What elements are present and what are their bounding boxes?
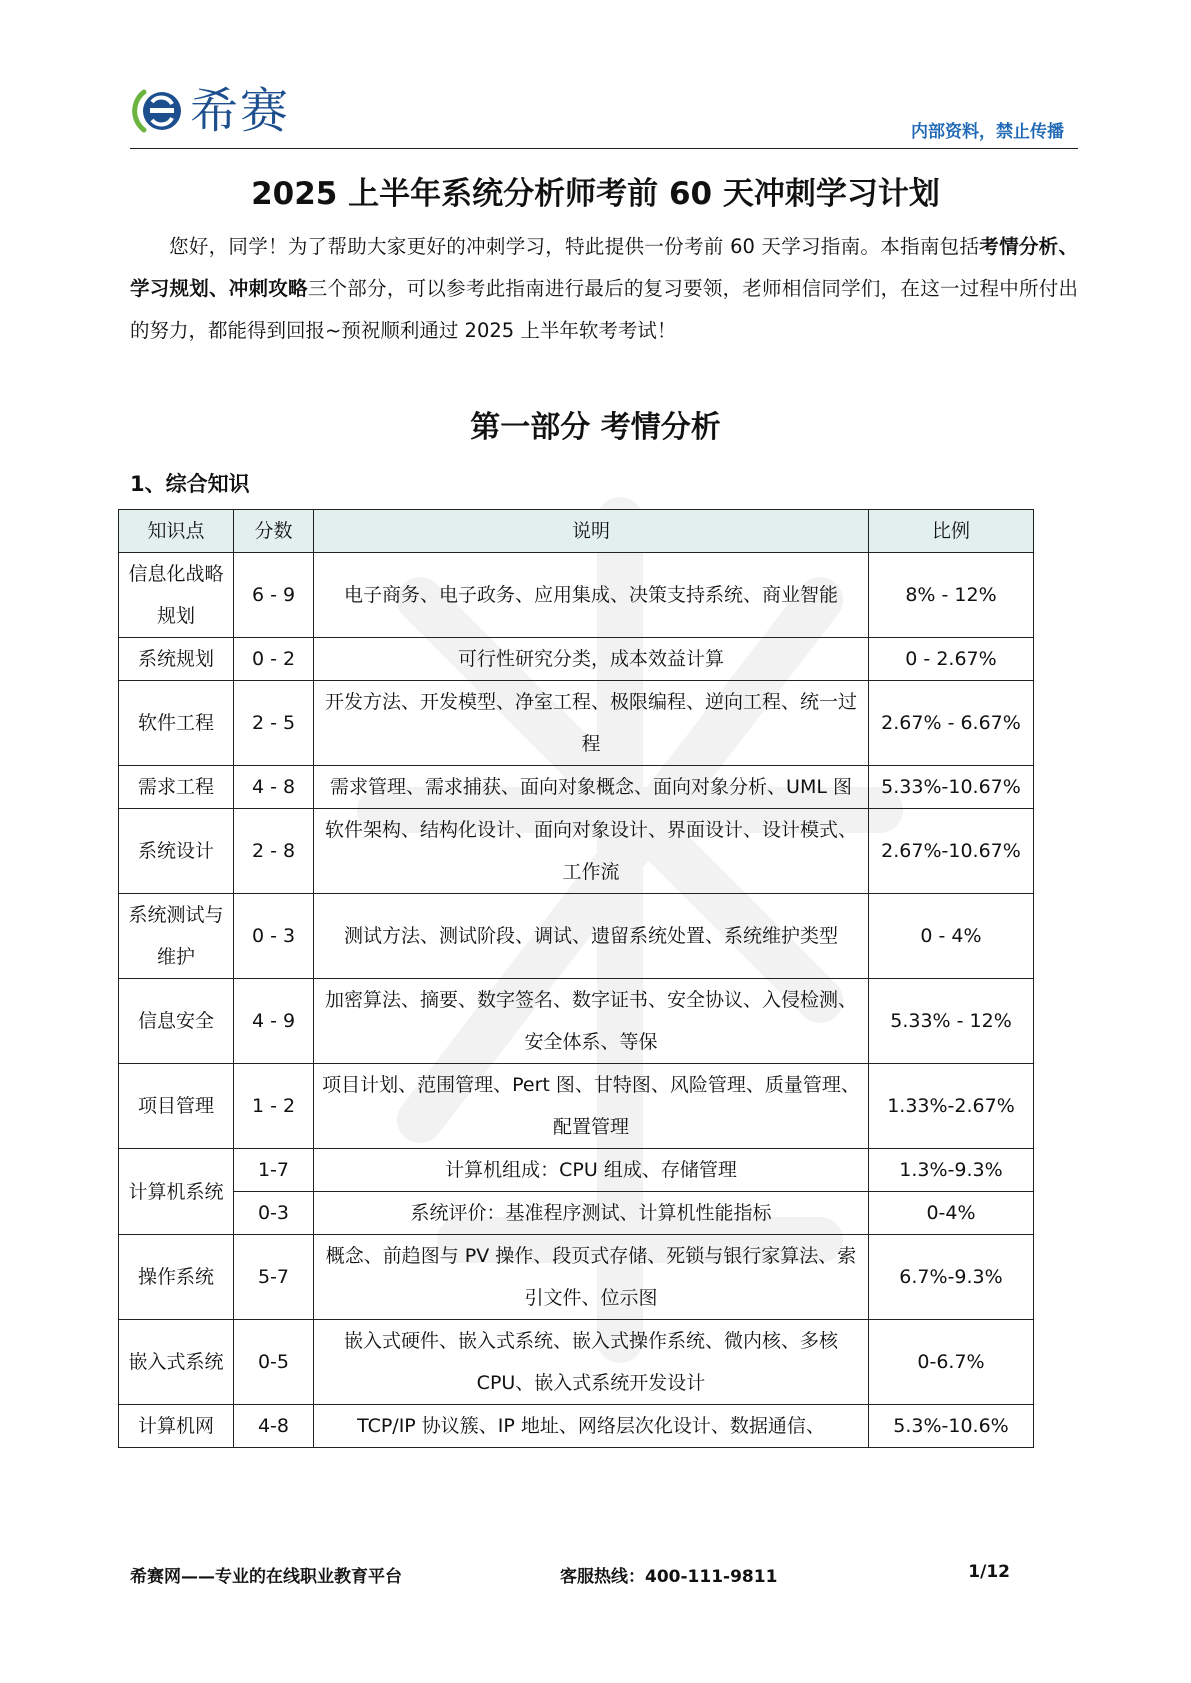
cell-topic: 计算机网 bbox=[119, 1405, 234, 1448]
cell-topic: 信息安全 bbox=[119, 979, 234, 1064]
cell-topic: 信息化战略规划 bbox=[119, 553, 234, 638]
cell-description: 可行性研究分类，成本效益计算 bbox=[314, 638, 869, 681]
cell-ratio: 5.3%-10.6% bbox=[869, 1405, 1034, 1448]
cell-ratio: 0-4% bbox=[869, 1192, 1034, 1235]
cell-score: 4-8 bbox=[234, 1405, 314, 1448]
cell-topic: 系统设计 bbox=[119, 809, 234, 894]
cell-score: 4 - 9 bbox=[234, 979, 314, 1064]
brand-logo bbox=[130, 84, 290, 138]
cell-description: 电子商务、电子政务、应用集成、决策支持系统、商业智能 bbox=[314, 553, 869, 638]
cell-description: 嵌入式硬件、嵌入式系统、嵌入式操作系统、微内核、多核 CPU、嵌入式系统开发设计 bbox=[314, 1320, 869, 1405]
cell-ratio: 8% - 12% bbox=[869, 553, 1034, 638]
cell-score: 2 - 8 bbox=[234, 809, 314, 894]
footer-slogan: 希赛网——专业的在线职业教育平台 bbox=[130, 1567, 402, 1587]
cell-topic: 需求工程 bbox=[119, 766, 234, 809]
cell-topic: 计算机系统 bbox=[119, 1149, 234, 1235]
cell-score: 4 - 8 bbox=[234, 766, 314, 809]
cell-topic: 操作系统 bbox=[119, 1235, 234, 1320]
cell-ratio: 5.33% - 12% bbox=[869, 979, 1034, 1064]
cell-ratio: 0 - 4% bbox=[869, 894, 1034, 979]
table-row bbox=[119, 638, 1034, 681]
cell-description: 测试方法、测试阶段、调试、遗留系统处置、系统维护类型 bbox=[314, 894, 869, 979]
table-row bbox=[119, 681, 1034, 766]
cell-score: 0-3 bbox=[234, 1192, 314, 1235]
intro-paragraph bbox=[130, 226, 1078, 352]
cell-score: 1-7 bbox=[234, 1149, 314, 1192]
table-row bbox=[119, 894, 1034, 979]
logo-text: 希赛 bbox=[190, 83, 291, 139]
cell-description: 项目计划、范围管理、Pert 图、甘特图、风险管理、质量管理、配置管理 bbox=[314, 1064, 869, 1149]
cell-ratio: 0 - 2.67% bbox=[869, 638, 1034, 681]
cell-description: TCP/IP 协议簇、IP 地址、网络层次化设计、数据通信、 bbox=[314, 1405, 869, 1448]
table-row bbox=[119, 1320, 1034, 1405]
page-footer bbox=[130, 1562, 1010, 1586]
cell-description: 开发方法、开发模型、净室工程、极限编程、逆向工程、统一过程 bbox=[314, 681, 869, 766]
cell-score: 2 - 5 bbox=[234, 681, 314, 766]
cell-ratio: 1.3%-9.3% bbox=[869, 1149, 1034, 1192]
cell-score: 0-5 bbox=[234, 1320, 314, 1405]
cell-topic: 系统测试与维护 bbox=[119, 894, 234, 979]
part-heading: 第一部分 考情分析 bbox=[470, 410, 721, 445]
cell-ratio: 5.33%-10.67% bbox=[869, 766, 1034, 809]
knowledge-table bbox=[118, 509, 1034, 1448]
table-header-row bbox=[119, 510, 1034, 553]
cell-score: 0 - 3 bbox=[234, 894, 314, 979]
cell-topic: 嵌入式系统 bbox=[119, 1320, 234, 1405]
header-ratio: 比例 bbox=[869, 510, 1034, 553]
document-title: 2025 上半年系统分析师考前 60 天冲刺学习计划 bbox=[251, 176, 940, 212]
logo-e-icon bbox=[130, 84, 186, 138]
table-row bbox=[119, 979, 1034, 1064]
table-row bbox=[119, 1405, 1034, 1448]
intro-text-1: 您好，同学！为了帮助大家更好的冲刺学习，特此提供一份考前 60 天学习指南。本指南包括 bbox=[169, 235, 980, 258]
cell-score: 0 - 2 bbox=[234, 638, 314, 681]
table-row bbox=[119, 553, 1034, 638]
header-topic: 知识点 bbox=[119, 510, 234, 553]
table-row bbox=[119, 809, 1034, 894]
cell-description: 计算机组成：CPU 组成、存储管理 bbox=[314, 1149, 869, 1192]
cell-ratio: 6.7%-9.3% bbox=[869, 1235, 1034, 1320]
cell-ratio: 2.67% - 6.67% bbox=[869, 681, 1034, 766]
cell-ratio: 2.67%-10.67% bbox=[869, 809, 1034, 894]
table-row bbox=[119, 1064, 1034, 1149]
section-heading: 1、综合知识 bbox=[130, 472, 250, 496]
header-description: 说明 bbox=[314, 510, 869, 553]
confidential-note: 内部资料，禁止传播 bbox=[911, 122, 1064, 142]
table-row bbox=[119, 766, 1034, 809]
cell-score: 1 - 2 bbox=[234, 1064, 314, 1149]
table-row bbox=[119, 1149, 1034, 1192]
table-row bbox=[119, 1235, 1034, 1320]
cell-topic: 软件工程 bbox=[119, 681, 234, 766]
cell-description: 系统评价：基准程序测试、计算机性能指标 bbox=[314, 1192, 869, 1235]
cell-description: 加密算法、摘要、数字签名、数字证书、安全协议、入侵检测、安全体系、等保 bbox=[314, 979, 869, 1064]
intro-text-2: 三个部分，可以参考此指南进行最后的复习要领，老师相信同学们，在这一过程中所付出的努力，都能得到回报~预祝顺利通过 2025 上半年软考考试！ bbox=[130, 277, 1078, 342]
cell-score: 5-7 bbox=[234, 1235, 314, 1320]
cell-description: 概念、前趋图与 PV 操作、段页式存储、死锁与银行家算法、索引文件、位示图 bbox=[314, 1235, 869, 1320]
table-row bbox=[119, 1192, 1034, 1235]
cell-score: 6 - 9 bbox=[234, 553, 314, 638]
cell-description: 软件架构、结构化设计、面向对象设计、界面设计、设计模式、工作流 bbox=[314, 809, 869, 894]
footer-hotline: 客服热线：400-111-9811 bbox=[560, 1567, 778, 1587]
intro-bold-text: 考情分析、学习规划、冲刺攻略 bbox=[130, 235, 1078, 300]
cell-topic: 项目管理 bbox=[119, 1064, 234, 1149]
cell-topic: 系统规划 bbox=[119, 638, 234, 681]
page-header bbox=[130, 80, 1078, 149]
cell-ratio: 1.33%-2.67% bbox=[869, 1064, 1034, 1149]
page-number: 1/12 bbox=[968, 1562, 1010, 1582]
header-score: 分数 bbox=[234, 510, 314, 553]
cell-ratio: 0-6.7% bbox=[869, 1320, 1034, 1405]
cell-description: 需求管理、需求捕获、面向对象概念、面向对象分析、UML 图 bbox=[314, 766, 869, 809]
